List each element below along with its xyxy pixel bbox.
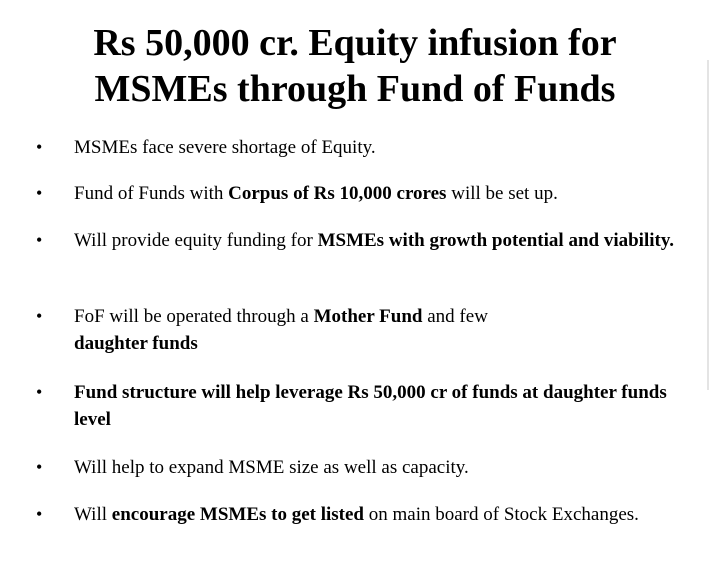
bullet-item xyxy=(36,227,676,254)
bullet-text: FoF will be operated through a Mother Fund and few daughter funds xyxy=(74,306,488,354)
bullet-text: Will encourage MSMEs to get listed on main board of Stock Exchanges. xyxy=(74,504,639,525)
slide-title xyxy=(30,20,680,112)
bullet-dot: • xyxy=(36,183,43,203)
bullet-item xyxy=(36,180,676,207)
bullet-dot: • xyxy=(36,504,43,524)
bullet-item xyxy=(36,379,676,433)
bullet-text: MSMEs face severe shortage of Equity. xyxy=(74,137,376,158)
bullet-text: Fund of Funds with Corpus of Rs 10,000 crores will be set up. xyxy=(74,183,558,204)
bullet-dot: • xyxy=(36,137,43,157)
title-line-2: MSMEs through Fund of Funds xyxy=(94,68,616,110)
bullet-dot: • xyxy=(36,382,43,402)
bullet-text: Fund structure will help leverage Rs 50,000 cr of funds at daughter funds level xyxy=(74,382,667,430)
bullet-text: Will provide equity funding for MSMEs with growth potential and viability. xyxy=(74,230,675,251)
bullet-dot: • xyxy=(36,457,43,477)
bullet-item xyxy=(36,303,676,357)
bullet-dot: • xyxy=(36,230,43,250)
bullet-item xyxy=(36,501,676,528)
title-line-1: Rs 50,000 cr. Equity infusion for xyxy=(93,22,617,64)
bullet-text: Will help to expand MSME size as well as capacity. xyxy=(74,457,469,478)
bullet-dot: • xyxy=(36,306,43,326)
bullet-item xyxy=(36,454,676,481)
bullet-item xyxy=(36,134,676,161)
